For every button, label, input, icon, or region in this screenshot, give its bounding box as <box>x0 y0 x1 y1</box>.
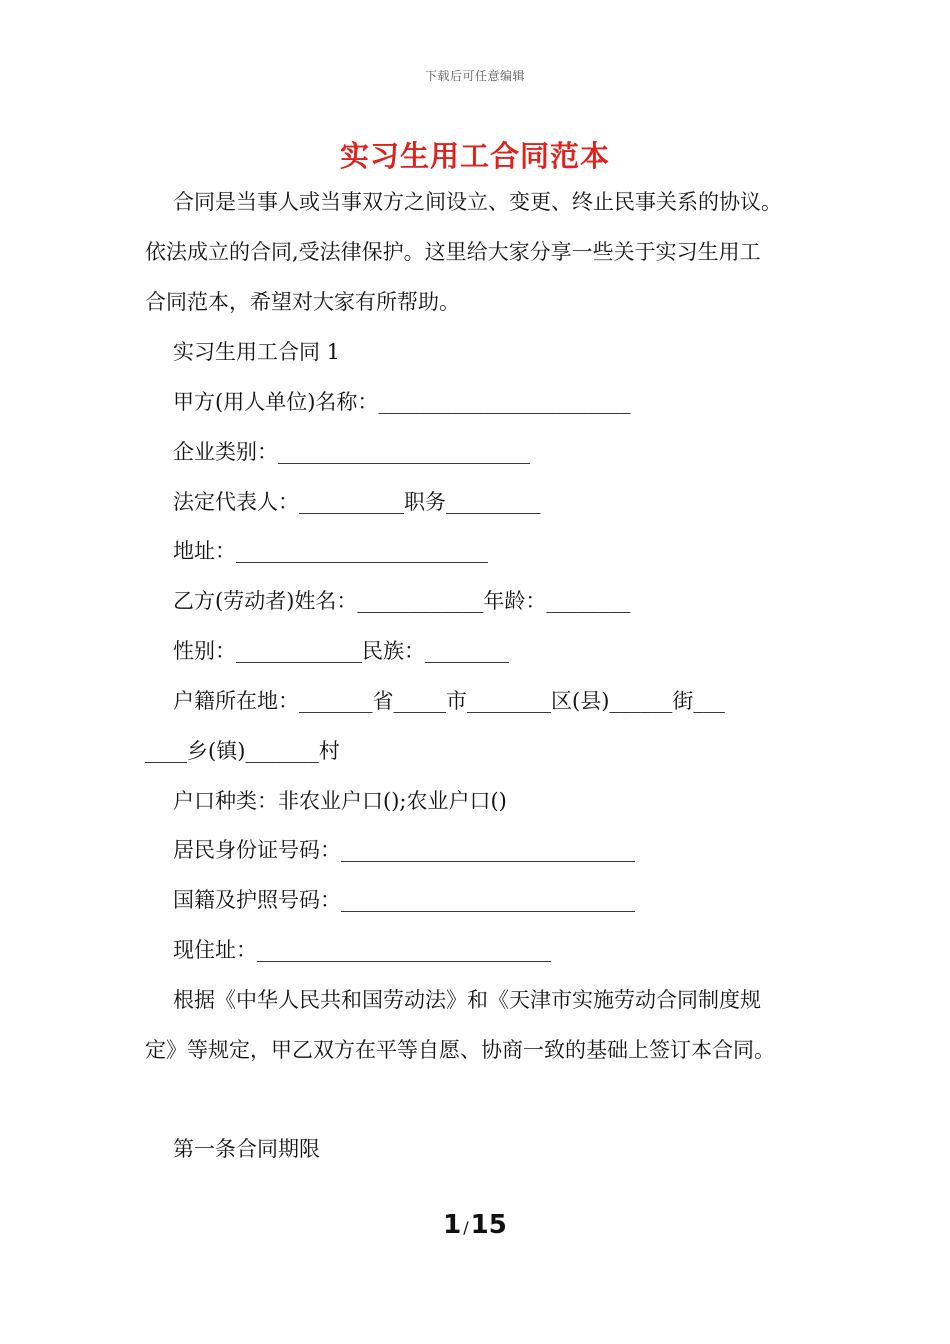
enterprise-type-field: 企业类别：________________________ <box>173 440 530 464</box>
article-1-heading: 第一条合同期限 <box>173 1137 320 1161</box>
document-title: 实习生用工合同范本 <box>339 139 610 173</box>
contract-heading: 实习生用工合同 1 <box>173 340 341 364</box>
id-number-field: 居民身份证号码：____________________________ <box>173 838 635 862</box>
household-field-line-1: 户籍所在地：_______省_____市________区(县)______街___ <box>173 689 725 713</box>
party-a-name-field: 甲方(用人单位)名称：________________________ <box>173 390 631 414</box>
address-field: 地址：________________________ <box>173 539 488 563</box>
party-b-name-field: 乙方(劳动者)姓名：____________年龄：________ <box>173 589 631 613</box>
basis-line-2: 定》等规定，甲乙双方在平等自愿、协商一致的基础上签订本合同。 <box>145 1038 775 1062</box>
intro-line-3: 合同范本，希望对大家有所帮助。 <box>145 290 460 314</box>
total-pages: 15 <box>470 1210 507 1240</box>
passport-field: 国籍及护照号码：____________________________ <box>173 888 635 912</box>
page-number <box>0 1210 950 1240</box>
page-separator: / <box>463 1218 469 1237</box>
header-note: 下载后可任意编辑 <box>424 69 525 83</box>
current-page: 1 <box>443 1210 462 1240</box>
basis-line-1: 根据《中华人民共和国劳动法》和《天津市实施劳动合同制度规 <box>173 988 761 1012</box>
gender-field: 性别：____________民族：________ <box>173 639 509 663</box>
intro-line-2: 依法成立的合同,受法律保护。这里给大家分享一些关于实习生用工 <box>145 240 761 264</box>
hukou-type-field: 户口种类：非农业户口();农业户口() <box>173 789 507 813</box>
intro-line-1: 合同是当事人或当事双方之间设立、变更、终止民事关系的协议。 <box>173 190 782 214</box>
household-field-line-2: ____乡(镇)_______村 <box>145 739 340 763</box>
legal-representative-field: 法定代表人：__________职务_________ <box>173 490 541 514</box>
current-address-field: 现住址：____________________________ <box>173 938 551 962</box>
